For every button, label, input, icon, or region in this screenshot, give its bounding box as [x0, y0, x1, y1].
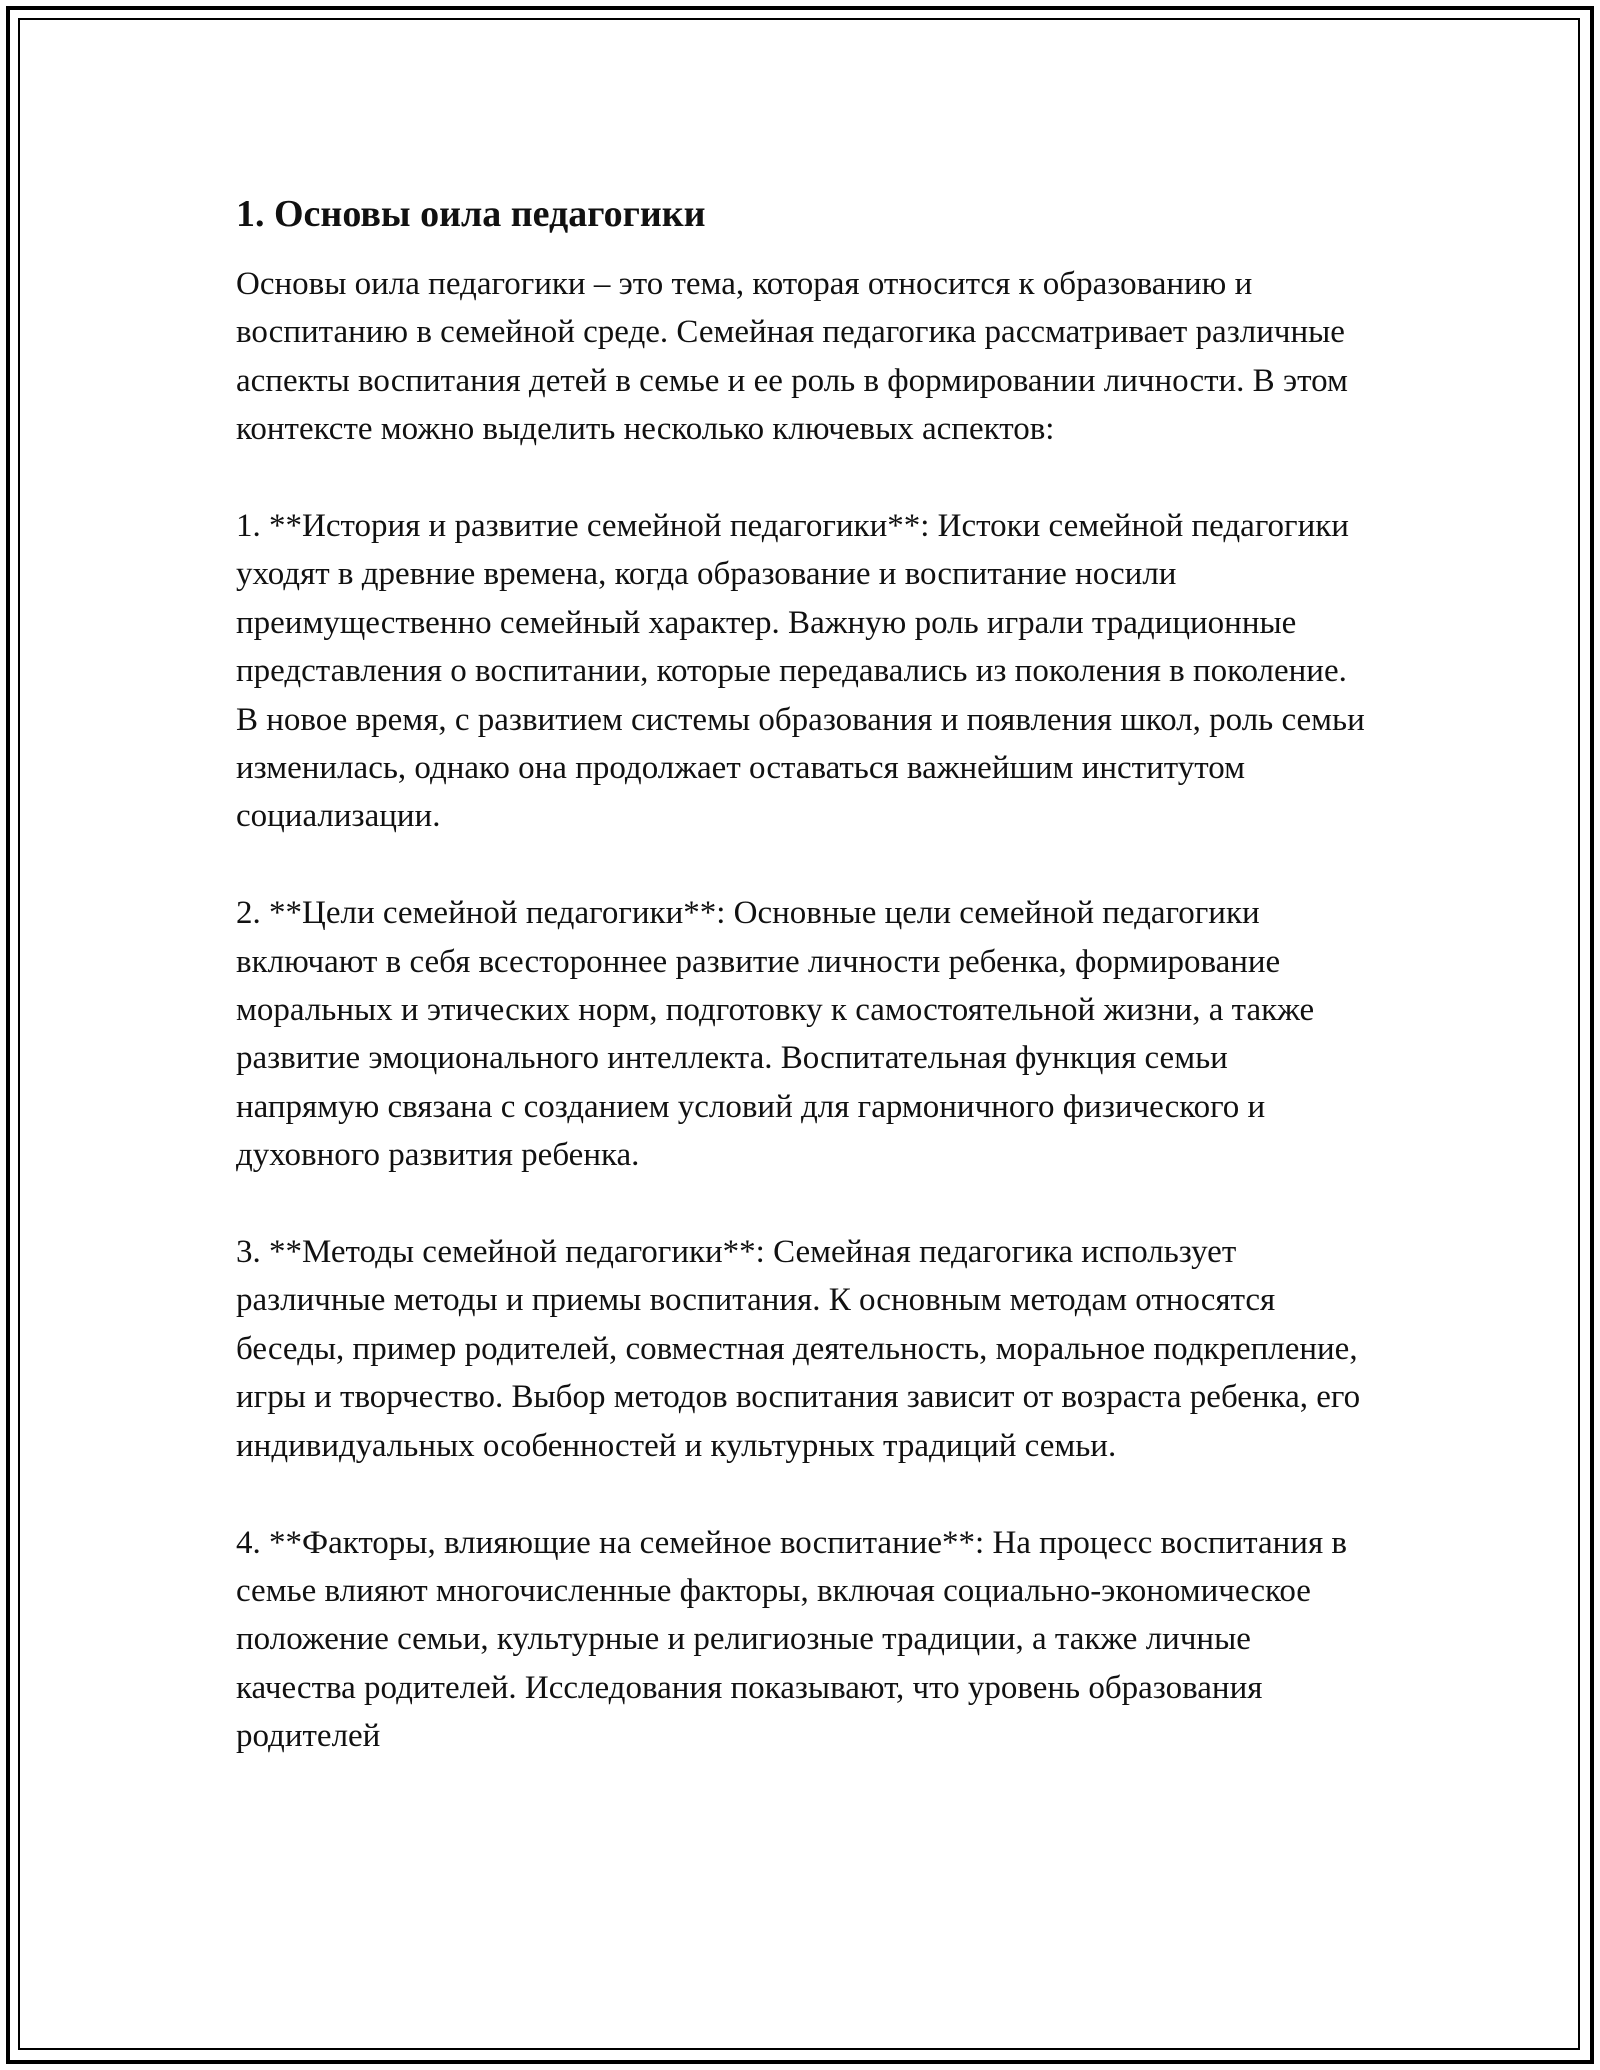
- document-title: 1. Основы оила педагогики: [236, 193, 706, 235]
- paragraph-goals: 2. **Цели семейной педагогики**: Основные цели семейной педагогики включают в себя всестороннее развитие личности ребенка, формирование моральных и этических норм, подготовку к самостоятельной жизни, а также развитие эмоционального интеллекта. Воспитательная функция семьи напрямую связана с созданием условий для гармоничного физического и духовного развития ребенка.: [236, 895, 1315, 1174]
- paragraph-intro: Основы оила педагогики – это тема, которая относится к образованию и воспитанию в семейной среде. Семейная педагогика рассматривает различные аспекты воспитания детей в семье и ее роль в формировании личности. В этом контексте можно выделить несколько ключевых аспектов:: [236, 266, 1348, 448]
- paragraph-history: 1. **История и развитие семейной педагогики**: Истоки семейной педагогики уходят в древние времена, когда образование и воспитание носили преимущественно семейный характер. Важную роль играли традиционные представления о воспитании, которые передавались из поколения в поколение. В новое время, с развитием системы образования и появления школ, роль семьи изменилась, однако она продолжает оставаться важнейшим институтом социализации.: [236, 508, 1365, 835]
- paragraph-factors: 4. **Факторы, влияющие на семейное воспитание**: На процесс воспитания в семье влияют многочисленные факторы, включая социально-экономическое положение семьи, культурные и религиозные традиции, а также личные качества родителей. Исследования показывают, что уровень образования родителей: [236, 1524, 1347, 1755]
- paragraph-methods: 3. **Методы семейной педагогики**: Семейная педагогика использует различные методы и приемы воспитания. К основным методам относятся беседы, пример родителей, совместная деятельность, моральное подкрепление, игры и творчество. Выбор методов воспитания зависит от возраста ребенка, его индивидуальных особенностей и культурных традиций семьи.: [236, 1234, 1361, 1464]
- document-body: [236, 186, 1376, 1809]
